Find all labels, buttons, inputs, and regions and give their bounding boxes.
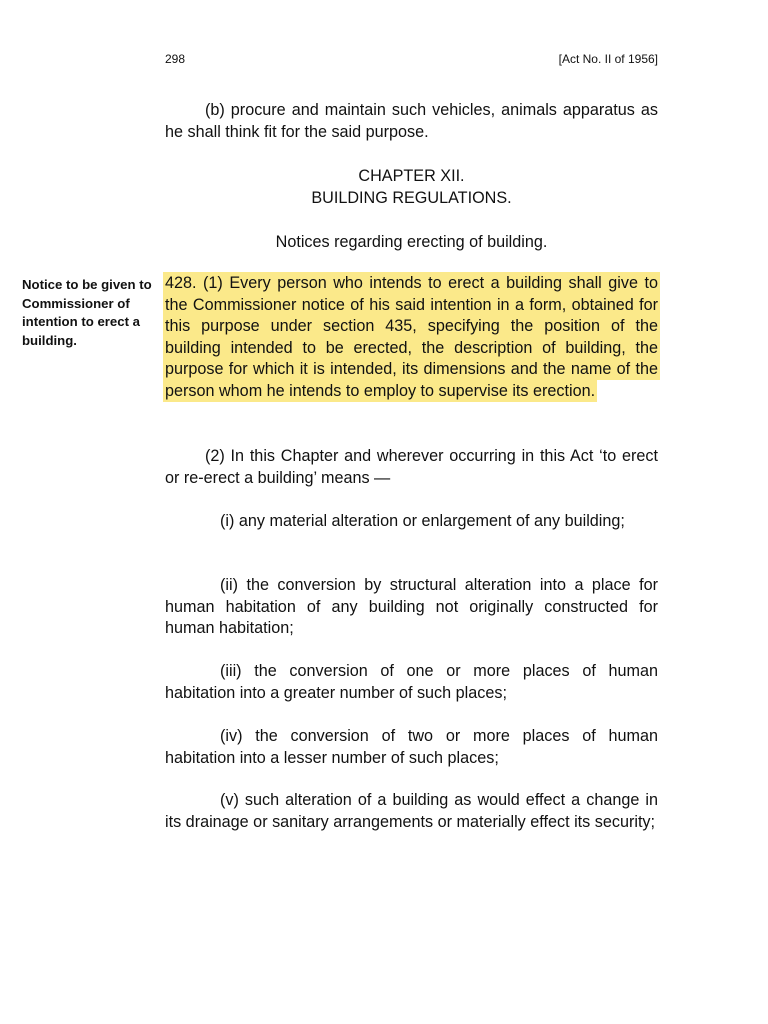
chapter-number: CHAPTER XII. [358, 167, 465, 185]
clause-iii: (iii) the conversion of one or more places of human habitation into a greater number of such places; [165, 662, 658, 702]
section-428-2: (2) In this Chapter and wherever occurring in this Act ‘to erect or re-erect a building’ means — [165, 447, 658, 487]
section-428-1 [165, 273, 658, 402]
clause-i: (i) any material alteration or enlargement of any building; [220, 512, 625, 530]
act-reference: [Act No. II of 1956] [558, 52, 658, 66]
section-heading: Notices regarding erecting of building. [275, 233, 548, 251]
page-number: 298 [165, 52, 186, 66]
clause-iv: (iv) the conversion of two or more places of human habitation into a lesser number of such places; [165, 727, 658, 767]
chapter-title: BUILDING REGULATIONS. [311, 189, 512, 207]
clause-v: (v) such alteration of a building as would effect a change in its drainage or sanitary arrangements or materially effect its security; [165, 791, 658, 831]
margin-note: Notice to be given to Commissioner of intention to erect a building. [22, 277, 152, 348]
highlighted-text[interactable]: 428. (1) Every person who intends to erect a building shall give to the Commissioner notice of his said intention in a form, obtained for this purpose under section 435, specifying the position of the building intended to be erected, the description of building, the purpose for which it is intended, its dimensions and the name of the person whom he intends to employ to supervise its erection. [165, 274, 658, 400]
paragraph-b: (b) procure and maintain such vehicles, animals apparatus as he shall think fit for the said purpose. [165, 101, 658, 141]
clause-ii: (ii) the conversion by structural alteration into a place for human habitation of any building not originally constructed for human habitation; [165, 576, 658, 637]
